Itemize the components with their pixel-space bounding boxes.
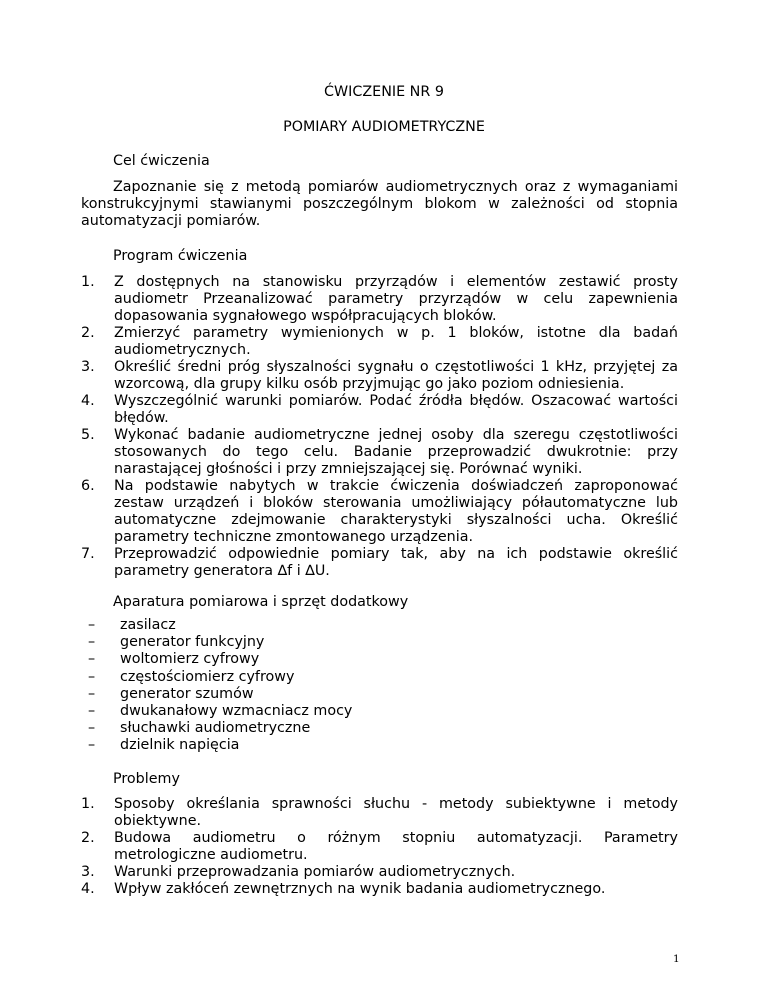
equipment-item-text: słuchawki audiometryczne <box>120 720 311 737</box>
page-number: 1 <box>673 953 680 965</box>
equipment-item <box>88 617 352 634</box>
problem-item <box>81 881 678 898</box>
equipment-item-text: generator szumów <box>120 685 254 702</box>
goal-heading: Cel ćwiczenia <box>113 153 210 169</box>
problem-item <box>81 864 678 881</box>
equipment-item-text: częstościomierz cyfrowy <box>120 668 295 685</box>
equipment-item <box>88 703 352 720</box>
equipment-item <box>88 651 352 668</box>
problem-item-number: 1. <box>81 796 95 812</box>
equipment-item-text: zasilacz <box>120 617 176 633</box>
program-list <box>81 274 678 580</box>
program-item-text: Określić średni próg słyszalności sygnału o częstotliwości 1 kHz, przyjętej za wzorcową, dla grupy kilku osób przyjmując go jako poziom odniesienia. <box>114 359 678 392</box>
program-item-text: Na podstawie nabytych w trakcie ćwiczenia doświadczeń zaproponować zestaw urządzeń i bloków sterowania umożliwiający półautomatyczne lub automatyczne zdejmowanie charakterystyki słyszalności ucha. Określić parametry techniczne zmontowanego urządzenia. <box>114 478 678 545</box>
dash-bullet: – <box>88 668 96 685</box>
equipment-item <box>88 634 352 651</box>
equipment-item <box>88 720 352 737</box>
dash-bullet: – <box>88 685 96 702</box>
program-item-text: Zmierzyć parametry wymienionych w p. 1 bloków, istotne dla badań audiometrycznych. <box>114 325 678 358</box>
equipment-heading: Aparatura pomiarowa i sprzęt dodatkowy <box>113 594 409 610</box>
problems-heading: Problemy <box>113 771 180 787</box>
equipment-item-text: woltomierz cyfrowy <box>120 651 260 668</box>
document-subtitle: POMIARY AUDIOMETRYCZNE <box>283 119 485 135</box>
program-item <box>81 427 678 478</box>
dash-bullet: – <box>88 720 96 737</box>
equipment-item <box>88 737 352 754</box>
equipment-item-text: dzielnik napięcia <box>120 737 240 754</box>
program-item <box>81 359 678 393</box>
problem-item-text: Sposoby określania sprawności słuchu - metody subiektywne i metody obiektywne. <box>114 796 678 829</box>
program-item-number: 2. <box>81 325 95 341</box>
problem-item <box>81 796 678 830</box>
program-item-text: Z dostępnych na stanowisku przyrządów i elementów zestawić prosty audiometr Przeanalizować parametry przyrządów w celu zapewnienia dopasowania sygnałowego współpracujących bloków. <box>114 274 678 324</box>
goal-paragraph: Zapoznanie się z metodą pomiarów audiometrycznych oraz z wymaganiami konstrukcyjnymi stawianymi poszczególnym blokom w zależności od stopnia automatyzacji pomiarów. <box>81 179 678 229</box>
dash-bullet: – <box>88 634 96 651</box>
problem-item-text: Budowa audiometru o różnym stopniu automatyzacji. Parametry metrologiczne audiometru. <box>114 830 678 863</box>
program-item <box>81 393 678 427</box>
program-heading: Program ćwiczenia <box>113 248 248 264</box>
program-item <box>81 478 678 546</box>
program-item-text: Wyszczególnić warunki pomiarów. Podać źródła błędów. Oszacować wartości błędów. <box>114 393 678 426</box>
problems-list <box>81 796 678 898</box>
program-item <box>81 546 678 580</box>
problem-item-text: Warunki przeprowadzania pomiarów audiometrycznych. <box>114 864 516 880</box>
problem-item <box>81 830 678 864</box>
program-item <box>81 325 678 359</box>
dash-bullet: – <box>88 651 96 668</box>
problem-item-number: 3. <box>81 864 95 880</box>
program-item-number: 1. <box>81 274 95 290</box>
problem-item-number: 2. <box>81 830 95 846</box>
problem-item-number: 4. <box>81 881 95 897</box>
dash-bullet: – <box>88 737 96 754</box>
equipment-item <box>88 669 352 686</box>
program-item <box>81 274 678 325</box>
problem-item-text: Wpływ zakłóceń zewnętrznych na wynik badania audiometrycznego. <box>114 881 606 897</box>
dash-bullet: – <box>88 702 96 719</box>
program-item-number: 3. <box>81 359 95 375</box>
equipment-item <box>88 686 352 703</box>
program-item-number: 6. <box>81 478 95 494</box>
equipment-list <box>88 617 352 755</box>
equipment-item-text: generator funkcyjny <box>120 634 265 651</box>
program-item-text: Przeprowadzić odpowiednie pomiary tak, aby na ich podstawie określić parametry generatora ∆f i ∆U. <box>114 546 678 579</box>
equipment-item-text: dwukanałowy wzmacniacz mocy <box>120 702 353 719</box>
program-item-number: 4. <box>81 393 95 409</box>
dash-bullet: – <box>88 617 96 633</box>
document-title: ĆWICZENIE NR 9 <box>324 84 444 100</box>
program-item-text: Wykonać badanie audiometryczne jednej osoby dla szeregu częstotliwości stosowanych do tego celu. Badanie przeprowadzić dwukrotnie: przy narastającej głośności i przy zmniejszającej się. Porównać wyniki. <box>114 427 678 477</box>
program-item-number: 7. <box>81 546 95 562</box>
program-item-number: 5. <box>81 427 95 443</box>
